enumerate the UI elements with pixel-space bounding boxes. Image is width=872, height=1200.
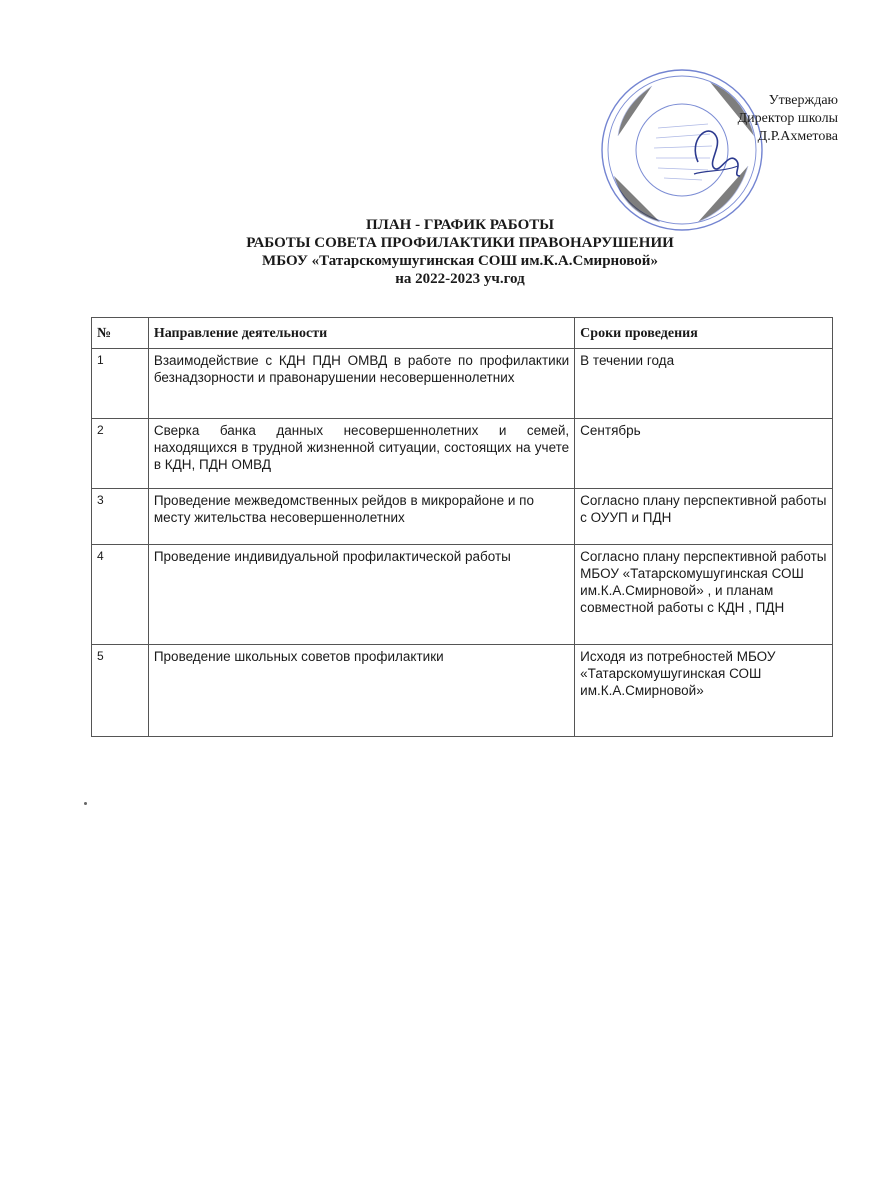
title-line-1: ПЛАН - ГРАФИК РАБОТЫ <box>366 217 554 233</box>
approval-block <box>738 92 838 146</box>
table-row <box>92 645 833 737</box>
row-direction: Взаимодействие с КДН ПДН ОМВД в работе по профилактики безнадзорности и правонарушении несовершеннолетних <box>148 349 574 419</box>
row-direction: Проведение индивидуальной профилактической работы <box>148 545 574 645</box>
header-terms: Сроки проведения <box>575 318 833 349</box>
table-row <box>92 545 833 645</box>
row-num: 4 <box>92 545 149 645</box>
approval-line-position: Директор школы <box>737 111 838 126</box>
header-num: № <box>92 318 149 349</box>
row-num: 3 <box>92 489 149 545</box>
approval-line-name: Д.Р.Ахметова <box>757 129 838 144</box>
document-title <box>0 216 872 288</box>
title-line-4: на 2022-2023 уч.год <box>395 271 525 287</box>
row-direction: Проведение межведомственных рейдов в микрорайоне и по месту жительства несовершеннолетних <box>148 489 574 545</box>
approval-line-approve: Утверждаю <box>768 93 838 108</box>
table-header-row <box>92 318 833 349</box>
row-num: 1 <box>92 349 149 419</box>
row-direction: Проведение школьных советов профилактики <box>148 645 574 737</box>
row-terms: Согласно плану перспективной работы МБОУ «Татарскомушугинская СОШ им.К.А.Смирновой» , и планам совместной работы с КДН , ПДН <box>575 545 833 645</box>
row-direction: Сверка банка данных несовершеннолетних и семей, находящихся в трудной жизненной ситуации, состоящих на учете в КДН, ПДН ОМВД <box>148 419 574 489</box>
table-row <box>92 419 833 489</box>
row-num: 5 <box>92 645 149 737</box>
row-terms: Сентябрь <box>575 419 833 489</box>
row-num: 2 <box>92 419 149 489</box>
title-line-3: МБОУ «Татарскомушугинская СОШ им.К.А.Смирновой» <box>262 253 658 269</box>
row-terms: Исходя из потребностей МБОУ «Татарскомушугинская СОШ им.К.А.Смирновой» <box>575 645 833 737</box>
table-row <box>92 489 833 545</box>
table-row <box>92 349 833 419</box>
row-terms: В течении года <box>575 349 833 419</box>
row-terms: Согласно плану перспективной работы с ОУУП и ПДН <box>575 489 833 545</box>
title-line-2: РАБОТЫ СОВЕТА ПРОФИЛАКТИКИ ПРАВОНАРУШЕНИИ <box>246 235 674 251</box>
plan-table <box>91 317 833 737</box>
header-direction: Направление деятельности <box>148 318 574 349</box>
scan-speck <box>84 802 87 805</box>
